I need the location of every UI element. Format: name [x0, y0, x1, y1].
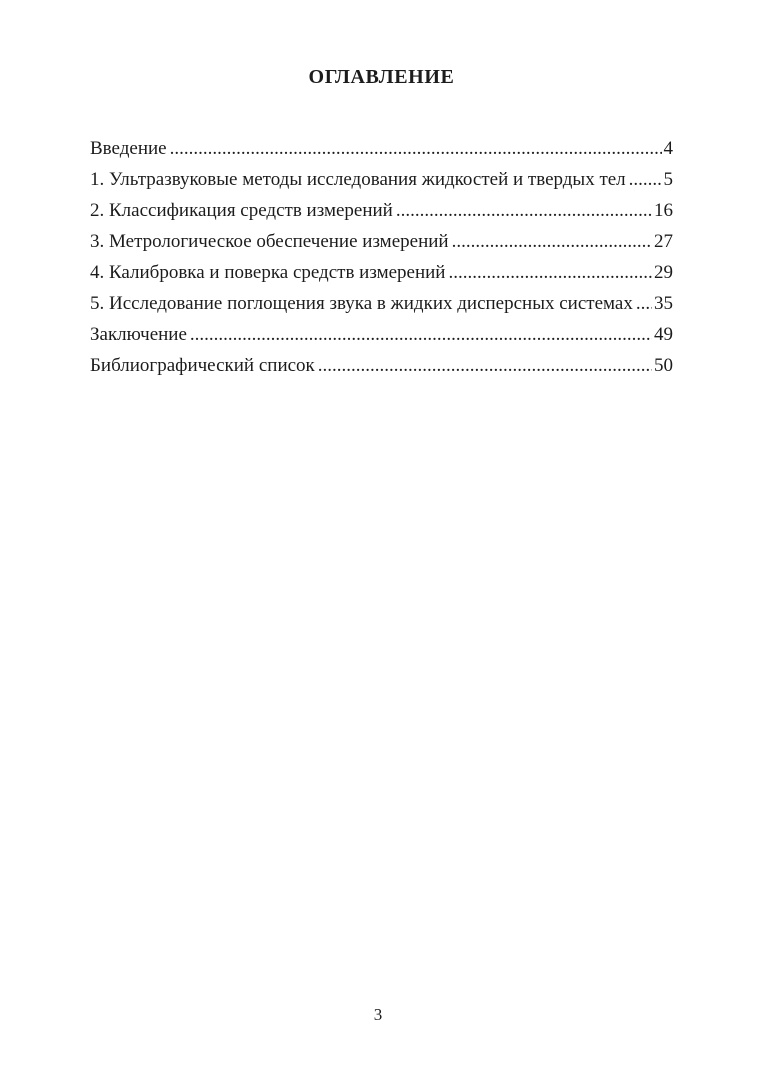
page-number: 3	[373, 1005, 383, 1024]
toc-leader-dots	[190, 319, 652, 350]
toc-content	[90, 66, 673, 381]
toc-entry[interactable]	[90, 226, 673, 257]
toc-leader-dots	[452, 226, 652, 257]
toc-entry-label: 1. Ультразвуковые методы исследования жидкостей и твердых тел	[90, 169, 626, 190]
toc-leader-dots	[629, 164, 662, 195]
toc-entry-label: Введение	[90, 138, 167, 159]
toc-entry[interactable]	[90, 195, 673, 226]
toc-entry-label: Библиографический список	[90, 355, 315, 376]
toc-entry[interactable]	[90, 133, 673, 164]
toc-entry-label: 5. Исследование поглощения звука в жидких дисперсных системах	[90, 293, 633, 314]
toc-entry-page: 16	[654, 200, 673, 221]
toc-entry-label: 3. Метрологическое обеспечение измерений	[90, 231, 449, 252]
toc-entry[interactable]	[90, 164, 673, 195]
page-title: ОГЛАВЛЕНИЕ	[308, 66, 455, 88]
toc-entry-page: 5	[663, 169, 673, 190]
toc-leader-dots	[318, 350, 652, 381]
toc-entry-page: 4	[663, 138, 673, 159]
toc-entry[interactable]	[90, 288, 673, 319]
toc-leader-dots	[448, 257, 652, 288]
toc-leader-dots	[396, 195, 652, 226]
toc-entry-page: 35	[654, 293, 673, 314]
table-of-contents	[90, 133, 673, 381]
toc-entry[interactable]	[90, 257, 673, 288]
toc-entry-page: 29	[654, 262, 673, 283]
toc-entry-page: 49	[654, 324, 673, 345]
toc-leader-dots	[636, 288, 652, 319]
toc-entry-page: 50	[654, 355, 673, 376]
toc-entry-label: 4. Калибровка и поверка средств измерений	[90, 262, 446, 283]
toc-entry-label: 2. Классификация средств измерений	[90, 200, 393, 221]
toc-entry[interactable]	[90, 319, 673, 350]
toc-entry-page: 27	[654, 231, 673, 252]
toc-entry-label: Заключение	[90, 324, 187, 345]
toc-entry[interactable]	[90, 350, 673, 381]
toc-leader-dots	[170, 133, 662, 164]
